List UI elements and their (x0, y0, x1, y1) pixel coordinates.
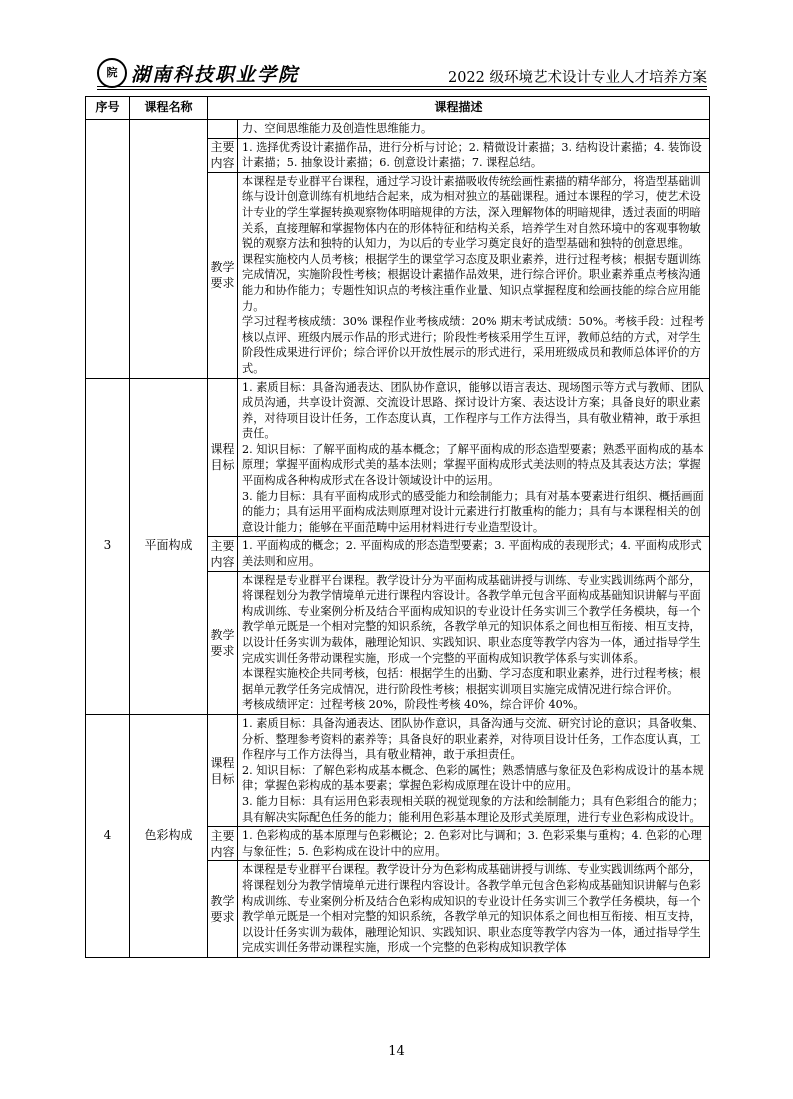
requirement-text (238, 861, 710, 958)
goal-text (238, 714, 710, 826)
content-label: 主要 内容 (208, 827, 238, 861)
requirement-label: 教学 要求 (208, 172, 238, 378)
content-text: 1. 色彩构成的基本原理与色彩概论；2. 色彩对比与调和；3. 色彩采集与重构；4. 色彩的心理与象征性；5. 色彩构成在设计中的应用。 (238, 827, 710, 861)
content-text: 1. 平面构成的概念；2. 平面构成的形态造型要素；3. 平面构成的表现形式；4. 平面构成形式美法则和应用。 (238, 537, 710, 571)
table-header-row (86, 97, 710, 120)
course-name: 平面构成 (130, 378, 208, 714)
row-number-cell (86, 120, 130, 379)
goal-label-cell (208, 120, 238, 139)
paragraph: 2. 知识目标：了解平面构成的基本概念；了解平面构成的形态造型要素；熟悉平面构成的基本原理；掌握平面构成形式美的基本法则；掌握平面构成形式美法则的特点及其表达方法；掌握平面构成各种构成形式在各设计领域设计中的运用。 (242, 442, 704, 488)
paragraph: 课程实施校内人员考核；根据学生的课堂学习态度及职业素养，进行过程考核；根据专题训练完成情况，实施阶段性考核；根据设计素描作品效果，进行综合评价。职业素养重点考核沟通能力和协作能力；专题性知识点的考核注重作业量、知识点掌握程度和绘画技能的综合应用能力。 (242, 252, 701, 313)
paragraph: 本课程是专业群平台课程，通过学习设计素描吸收传统绘画性素描的精华部分，将造型基础训练与设计创意训练有机地结合起来，成为相对独立的基础课程。通过本课程的学习，使艺术设计专业的学生掌握转换观察物体明暗规律的方法，深入理解物体的明暗规律，透过表面的明暗关系，直接理解和掌握物体内在的形体特征和结构关系，培养学生对自然环境中的客观事物敏锐的观察方法和独特的认知力，为以后的专业学习奠定良好的造型基础和独特的创意思维。 (242, 174, 701, 251)
table-row (86, 120, 710, 139)
paragraph: 3. 能力目标：具有平面构成形式的感受能力和绘制能力；具有对基本要素进行组织、概括画面的能力；具有运用平面构成法则原理对设计元素进行打散重构的能力；具有与本课程相关的创意设计能力；能够在平面范畴中运用材料进行专业造型设计。 (242, 489, 704, 534)
paragraph: 学习过程考核成绩：30% 课程作业考核成绩：20% 期末考试成绩：50%。考核手段：过程考核以点评、班级内展示作品的形式进行；阶段性考核采用学生互评，教师总结的方式，对学生阶段性成果进行评价；综合评价以开放性展示的形式进行，采用班级成员和教师总体评价的方式。 (242, 315, 705, 375)
requirement-text (238, 571, 710, 714)
content-text: 1. 选择优秀设计素描作品，进行分析与讨论；2. 精微设计素描；3. 结构设计素描；4. 装饰设计素描；5. 抽象设计素描；6. 创意设计素描；7. 课程总结。 (238, 138, 710, 172)
course-name-cell (130, 120, 208, 379)
goal-tail-text: 力、空间思维能力及创造性思维能力。 (238, 120, 710, 139)
page-header (97, 58, 707, 88)
goal-text (238, 378, 710, 537)
paragraph: 本课程是专业群平台课程。教学设计分为平面构成基础讲授与训练、专业实践训练两个部分，将课程划分为教学情境单元进行课程内容设计。各教学单元包含平面构成基础知识讲解与平面构成训练、专业案例分析及结合平面构成知识的专业设计任务实训三个教学任务模块，每一个教学单元既是一个相对完整的知识系统，各教学单元的知识体系之间也相互衔接、相互支持，以设计任务实训为载体，融理论知识、实践知识、职业态度等教学内容为一体，通过指导学生完成实训任务带动课程实施，形成一个完整的平面构成知识教学体系与实训体系。 (242, 573, 701, 665)
requirement-label: 教学 要求 (208, 861, 238, 958)
header-rule (97, 86, 707, 87)
table-row (86, 714, 710, 826)
goal-label: 课程 目标 (208, 378, 238, 537)
content-label: 主要 内容 (208, 138, 238, 172)
paragraph: 考核成绩评定：过程考核 20%，阶段性考核 40%，综合评价 40%。 (242, 698, 585, 712)
course-name: 色彩构成 (130, 714, 208, 957)
page-number: 14 (388, 1044, 405, 1059)
content-label: 主要 内容 (208, 537, 238, 571)
col-header-number: 序号 (86, 97, 130, 120)
paragraph: 本课程实施校企共同考核，包括：根据学生的出勤、学习态度和职业素养，进行过程考核；根据单元教学任务完成情况，进行阶段性考核；根据实训项目实施完成情况进行综合评价。 (242, 667, 701, 696)
school-logo: 院 (97, 58, 127, 88)
header-rule-thin (97, 89, 707, 90)
col-header-course-name: 课程名称 (130, 97, 208, 120)
table-row (86, 378, 710, 537)
paragraph: 1. 素质目标：具备沟通表达、团队协作意识，能够以语言表达、现场图示等方式与教师、团队成员沟通，共享设计资源、交流设计思路、探讨设计方案、表达设计方案；具备良好的职业素养，对待项目设计任务，工作态度认真，工作程序与工作方法得当，具有敬业精神，敢于承担责任。 (242, 380, 704, 441)
row-number: 4 (86, 714, 130, 957)
row-number: 3 (86, 378, 130, 714)
course-table (85, 96, 710, 958)
school-name: 湖南科技职业学院 (131, 64, 300, 86)
goal-label: 课程 目标 (208, 714, 238, 826)
requirement-label: 教学 要求 (208, 571, 238, 714)
paragraph: 1. 素质目标：具备沟通表达、团队协作意识，具备沟通与交流、研究讨论的意识；具备收集、分析、整理参考资料的素养等；具备良好的职业素养，对待项目设计任务，工作态度认真，工作程序与工作方法得当，具有敬业精神，敢于承担责任。 (242, 716, 704, 762)
document-title: 2022 级环境艺术设计专业人才培养方案 (447, 70, 707, 86)
paragraph: 2. 知识目标：了解色彩构成基本概念、色彩的属性；熟悉情感与象征及色彩构成设计的基本规律；掌握色彩构成的基本要素；掌握色彩构成原理在设计中的应用。 (242, 763, 704, 793)
paragraph: 本课程是专业群平台课程。教学设计分为色彩构成基础讲授与训练、专业实践训练两个部分，将课程划分为教学情境单元进行课程内容设计。各教学单元包含色彩构成基础知识讲解与色彩构成训练、专业案例分析及结合色彩构成知识的专业设计任务实训三个教学任务模块，每一个教学单元既是一个相对完整的知识系统，各教学单元的知识体系之间也相互衔接、相互支持，以设计任务实训为载体，融理论知识、实践知识、职业态度等教学内容为一体，通过指导学生完成实训任务带动课程实施，形成一个完整的色彩构成知识教学体 (242, 863, 701, 955)
col-header-description: 课程描述 (208, 97, 710, 120)
paragraph: 3. 能力目标：具有运用色彩表现相关联的视觉现象的方法和绘制能力；具有色彩组合的能力；具有解决实际配色任务的能力；能利用色彩基本理论及形式美原理，进行专业色彩构成设计。 (242, 794, 704, 824)
requirement-text (238, 172, 710, 378)
